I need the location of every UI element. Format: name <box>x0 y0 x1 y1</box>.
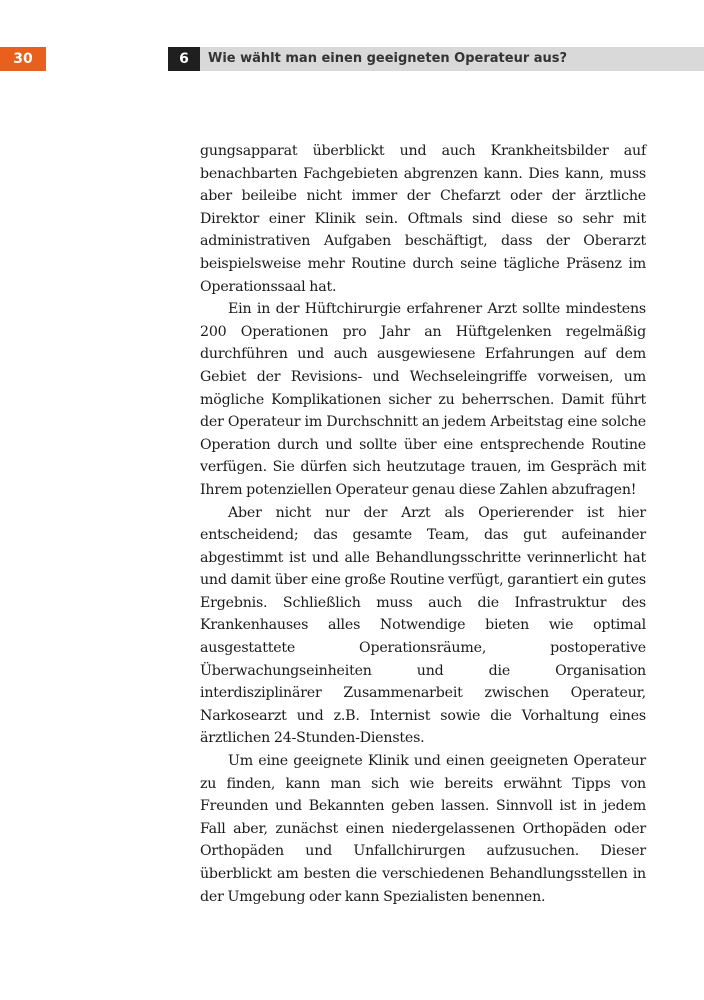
chapter-number: 6 <box>168 47 200 71</box>
chapter-header-bar <box>168 47 704 71</box>
paragraph-4: Um eine geeignete Klinik und einen geeigneten Operateur zu finden, kann man sich wie bereits erwähnt Tipps von Freunden und Bekannten geben lassen. Sinnvoll ist in jedem Fall aber, zunächst einen niedergelassenen Orthopäden oder Orthopäden und Unfallchirurgen aufzusuchen. Dieser überblickt am besten die verschiedenen Behandlungsstellen in der Umgebung oder kann Spezialisten benennen. <box>200 753 646 905</box>
paragraph-3: Aber nicht nur der Arzt als Operierender ist hier entscheidend; das gesamte Team, das gut aufeinander abgestimmt ist und alle Behandlungsschritte verinnerlicht hat und damit über eine große Routine verfügt, garantiert ein gutes Ergebnis. Schließlich muss auch die Infrastruktur des Krankenhauses alles Notwendige bieten wie optimal ausgestattete Operationsräume, postoperative Überwachungseinheiten und die Organisation interdisziplinärer Zusammenarbeit zwischen Operateur, Narkosearzt und z.B. Internist sowie die Vorhaltung eines ärztlichen 24-Stunden-Dienstes. <box>200 504 646 747</box>
running-header <box>0 47 704 71</box>
page-number: 30 <box>0 47 46 71</box>
paragraph-2: Ein in der Hüftchirurgie erfahrener Arzt sollte mindestens 200 Operationen pro Jahr an Hüftgelenken regelmäßig durchführen und auch ausgewiesene Erfahrungen auf dem Gebiet der Revisions- und Wechseleingriffe vorweisen, um mögliche Komplikationen sicher zu beherrschen. Damit führt der Operateur im Durchschnitt an jedem Arbeitstag eine solche Operation durch und sollte über eine entsprechende Routine verfügen. Sie dürfen sich heutzutage trauen, im Gespräch mit Ihrem potenziellen Operateur genau diese Zahlen abzufragen! <box>200 301 646 498</box>
chapter-title: Wie wählt man einen geeigneten Operateur aus? <box>208 51 568 66</box>
body-text <box>200 140 646 908</box>
paragraph-1: gungsapparat überblickt und auch Krankheitsbilder auf benachbarten Fachgebieten abgrenzen kann. Dies kann, muss aber beileibe nicht immer der Chefarzt oder der ärztliche Direktor einer Klinik sein. Oftmals sind diese so sehr mit administrativen Aufgaben beschäftigt, dass der Oberarzt beispielsweise mehr Routine durch seine tägliche Präsenz im Operationssaal hat. <box>200 143 646 295</box>
